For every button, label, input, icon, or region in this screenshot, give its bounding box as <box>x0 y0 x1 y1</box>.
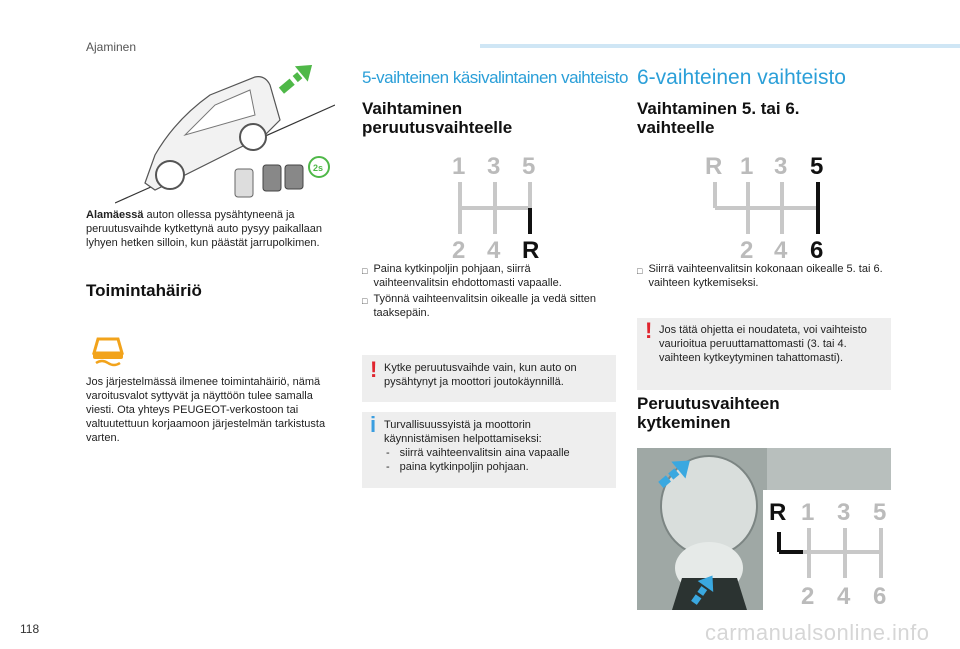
photo-gear-label-r: R <box>769 499 787 526</box>
gear-label-1: 1 <box>452 153 466 180</box>
hill-caption-text: auton ollessa pysähtyneenä ja peruutusvaihde kytkettynä auto pysyy paikallaan lyhyen hetken silloin, kun päästät jarrupolkimen. <box>86 209 323 249</box>
bullet-item <box>362 292 602 320</box>
photo-gear-label-1: 1 <box>801 499 815 526</box>
photo-gear-label-2: 2 <box>801 583 815 610</box>
checkbox-icon: □ <box>637 266 643 276</box>
right-subtitle-line1: Vaihtaminen 5. tai 6. <box>637 99 800 118</box>
bullet-text: Siirrä vaihteenvalitsin kokonaan oikealle 5. tai 6. vaihteen kytkemiseksi. <box>648 263 883 289</box>
gear-label-3: 3 <box>774 153 788 180</box>
warning-icon: ! <box>370 357 378 382</box>
bullet-item <box>362 262 602 290</box>
middle-info-box <box>362 412 616 488</box>
bullet-item <box>637 262 887 290</box>
right-bullets <box>637 262 887 292</box>
fault-text: Jos järjestelmässä ilmenee toimintahäiriö, nämä varoitusvalot syttyvät ja näyttöön tulee samalla viesti. Ota yhteys PEUGEOT-verkostoon tai valtuutettuun korjaamoon järjestelmän tarkistusta varten. <box>86 376 326 444</box>
car-on-slope-illustration <box>115 65 335 205</box>
gear-label-6: 6 <box>810 237 824 260</box>
hill-caption-bold: Alamäessä <box>86 209 144 221</box>
warning-icon: ! <box>645 318 653 343</box>
reverse-gear-photo <box>637 448 891 610</box>
info-item-text: paina kytkinpoljin pohjaan. <box>399 461 529 473</box>
section-header: Ajaminen <box>86 40 137 54</box>
gear-label-r: R <box>522 237 540 260</box>
gear-label-4: 4 <box>774 237 788 260</box>
header-bar <box>480 44 960 48</box>
gear-label-5: 5 <box>522 153 536 180</box>
right-subtitle-line2: vaihteelle <box>637 117 715 137</box>
info-item: - paina kytkinpoljin pohjaan. <box>386 461 529 473</box>
checkbox-icon: □ <box>362 296 368 306</box>
hill-caption <box>86 208 326 250</box>
photo-gear-label-3: 3 <box>837 499 851 526</box>
gear-label-5: 5 <box>810 153 824 180</box>
reverse-title <box>637 395 780 432</box>
middle-subtitle-line2: peruutusvaihteelle <box>362 117 513 137</box>
info-item: - siirrä vaihteenvalitsin aina vapaalle <box>386 447 570 459</box>
middle-warning-text: Kytke peruutusvaihde vain, kun auto on pysähtynyt ja moottori joutokäynnillä. <box>384 362 577 388</box>
watermark: carmanualsonline.info <box>705 620 930 645</box>
right-subtitle <box>637 100 800 137</box>
right-warning-text: Jos tätä ohjetta ei noudateta, voi vaihteisto vaurioitua peruuttamattomasti (3. tai 4. vaihteen kytkeytyminen tahattomasti). <box>659 324 867 364</box>
gear-label-2: 2 <box>452 237 466 260</box>
photo-gear-label-4: 4 <box>837 583 851 610</box>
gear-label-3: 3 <box>487 153 501 180</box>
right-section-title: 6-vaihteinen vaihteisto <box>637 66 846 89</box>
checkbox-icon: □ <box>362 266 368 276</box>
timer-label: 2s <box>313 163 324 173</box>
fault-title: Toimintahäiriö <box>86 281 202 300</box>
info-icon: i <box>370 412 377 437</box>
gear-label-r: R <box>705 153 723 180</box>
five-speed-gear-diagram <box>440 150 560 260</box>
six-speed-gear-diagram <box>700 150 840 260</box>
bullet-text: Paina kytkinpoljin pohjaan, siirrä vaihteenvalitsin ehdottomasti vapaalle. <box>373 263 562 289</box>
photo-gear-label-5: 5 <box>873 499 887 526</box>
gear-label-1: 1 <box>740 153 754 180</box>
right-warning-box <box>637 318 891 390</box>
info-content <box>384 418 609 474</box>
info-item-text: siirrä vaihteenvalitsin aina vapaalle <box>399 447 570 459</box>
bullet-text: Työnnä vaihteenvalitsin oikealle ja vedä sitten taaksepäin. <box>373 293 597 319</box>
reverse-title-line2: kytkeminen <box>637 412 731 432</box>
middle-subtitle-line1: Vaihtaminen <box>362 99 463 118</box>
gear-label-2: 2 <box>740 237 754 260</box>
middle-section-title: 5-vaihteinen käsivalintainen vaihteisto <box>362 68 628 87</box>
traction-warning-icon <box>90 333 126 369</box>
photo-gear-label-6: 6 <box>873 583 887 610</box>
pedals-icon <box>235 157 329 197</box>
middle-warning-box <box>362 355 616 402</box>
uphill-arrow-icon <box>275 65 318 98</box>
page-number: 118 <box>20 622 40 636</box>
info-intro: Turvallisuussyistä ja moottorin käynnistämisen helpottamiseksi: <box>384 419 542 445</box>
gear-label-4: 4 <box>487 237 501 260</box>
middle-bullets <box>362 262 602 322</box>
middle-subtitle <box>362 100 512 137</box>
reverse-title-line1: Peruutusvaihteen <box>637 394 780 413</box>
